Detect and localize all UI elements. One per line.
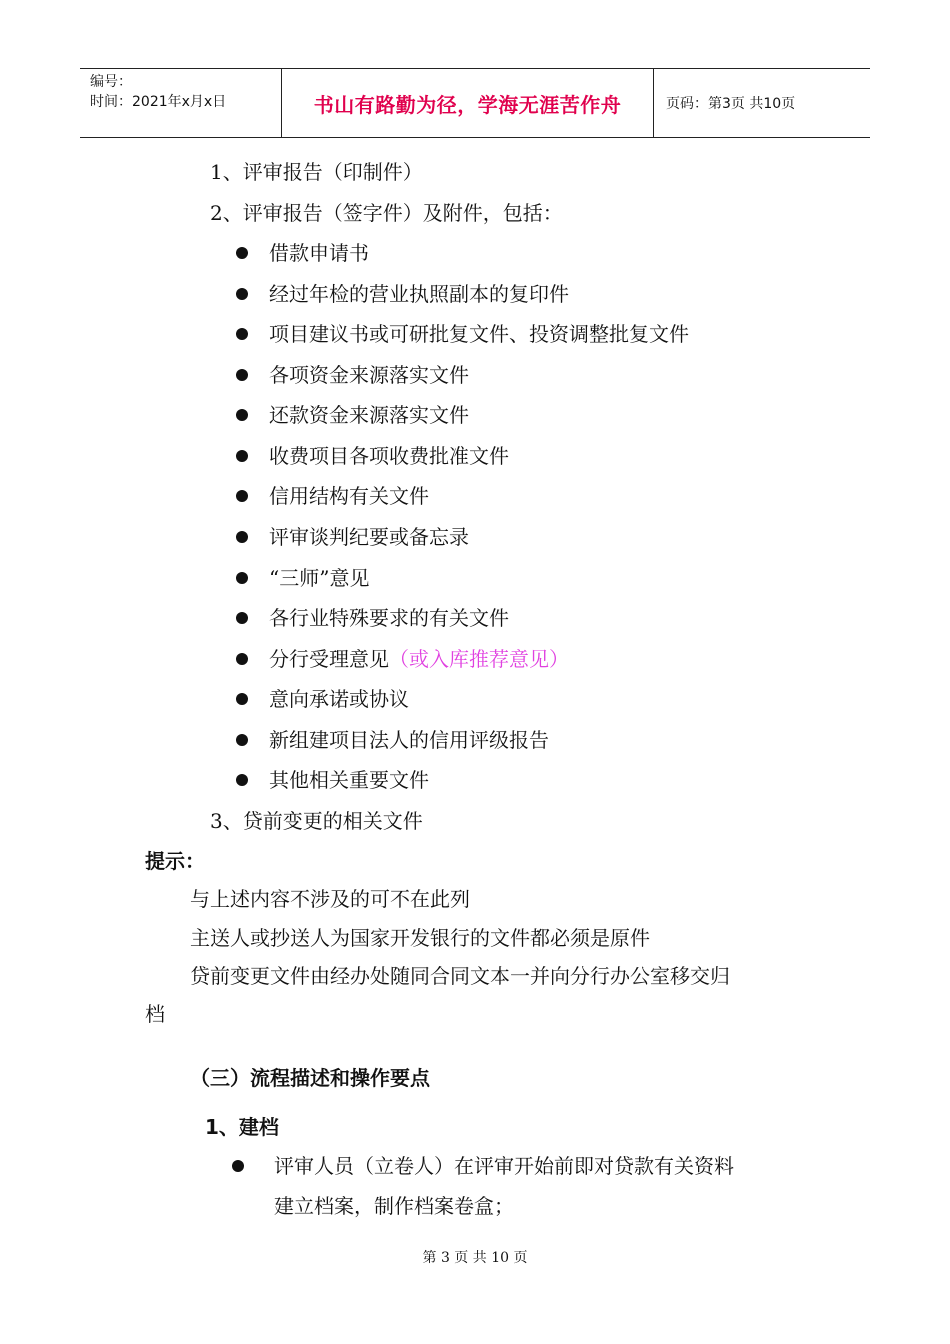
- bullet-dot-icon: [236, 531, 248, 543]
- document-time-label: 时间：2021年x月x日: [90, 94, 227, 110]
- bullet-text-main: 分行受理意见: [269, 647, 389, 671]
- bullet-text: [269, 646, 569, 672]
- document-number-label: 编号：: [90, 74, 132, 90]
- bullet-dot-icon: [236, 450, 248, 462]
- header-motto: 书山有路勤为径，学海无涯苦作舟: [313, 92, 622, 117]
- bullet-text: 评审人员（立卷人）在评审开始前即对贷款有关资料: [274, 1154, 734, 1178]
- list-item-3: 3、贷前变更的相关文件: [210, 809, 423, 833]
- bullet-dot-icon: [236, 774, 248, 786]
- list-item-1: 1、评审报告（印制件）: [210, 160, 423, 184]
- bullet-dot-icon: [236, 653, 248, 665]
- bullet-dot-icon: [236, 247, 248, 259]
- header-motto-cell: [282, 69, 654, 137]
- bullet-dot-icon: [236, 288, 248, 300]
- header-meta: [80, 69, 282, 137]
- page-footer: 第 3 页 共 10 页: [422, 1250, 528, 1266]
- bullet-text: 各项资金来源落实文件: [269, 363, 469, 387]
- bullet-text: 经过年检的营业执照副本的复印件: [269, 282, 569, 306]
- tips-line-1: 与上述内容不涉及的可不在此列: [190, 887, 470, 911]
- page-header: [80, 68, 870, 138]
- bullet-text: 新组建项目法人的信用评级报告: [269, 728, 549, 752]
- bullet-text: 收费项目各项收费批准文件: [269, 444, 509, 468]
- bullet-text: 评审谈判纪要或备忘录: [269, 525, 469, 549]
- bullet-text: 意向承诺或协议: [269, 687, 409, 711]
- bullet-text-continued: 建立档案，制作档案卷盒；: [274, 1194, 514, 1218]
- bullet-text: 项目建议书或可研批复文件、投资调整批复文件: [269, 322, 689, 346]
- bullet-text: 各行业特殊要求的有关文件: [269, 606, 509, 630]
- bullet-text: 信用结构有关文件: [269, 484, 429, 508]
- bullet-dot-icon: [236, 572, 248, 584]
- bullet-text: “三师”意见: [269, 566, 370, 590]
- header-page-info: 页码：第3页 共10页: [666, 96, 796, 112]
- bullet-dot-icon: [236, 328, 248, 340]
- bullet-text: 借款申请书: [269, 241, 369, 265]
- bullet-text: 还款资金来源落实文件: [269, 403, 469, 427]
- bullet-dot-icon: [236, 693, 248, 705]
- list-item-2: 2、评审报告（签字件）及附件，包括：: [210, 201, 563, 225]
- subsection-heading: 1、建档: [205, 1115, 279, 1139]
- bullet-dot-icon: [232, 1160, 244, 1172]
- bullet-dot-icon: [236, 409, 248, 421]
- bullet-dot-icon: [236, 734, 248, 746]
- section-heading: （三）流程描述和操作要点: [190, 1066, 430, 1090]
- bullet-text: 其他相关重要文件: [269, 768, 429, 792]
- bullet-text-highlight: （或入库推荐意见）: [389, 647, 569, 671]
- bullet-dot-icon: [236, 490, 248, 502]
- tips-heading: 提示：: [145, 849, 205, 873]
- tips-line-3: 贷前变更文件由经办处随同合同文本一并向分行办公室移交归: [190, 964, 730, 988]
- bullet-dot-icon: [236, 612, 248, 624]
- tips-line-2: 主送人或抄送人为国家开发银行的文件都必须是原件: [190, 926, 650, 950]
- bullet-dot-icon: [236, 369, 248, 381]
- tips-line-3-continued: 档: [145, 1002, 165, 1026]
